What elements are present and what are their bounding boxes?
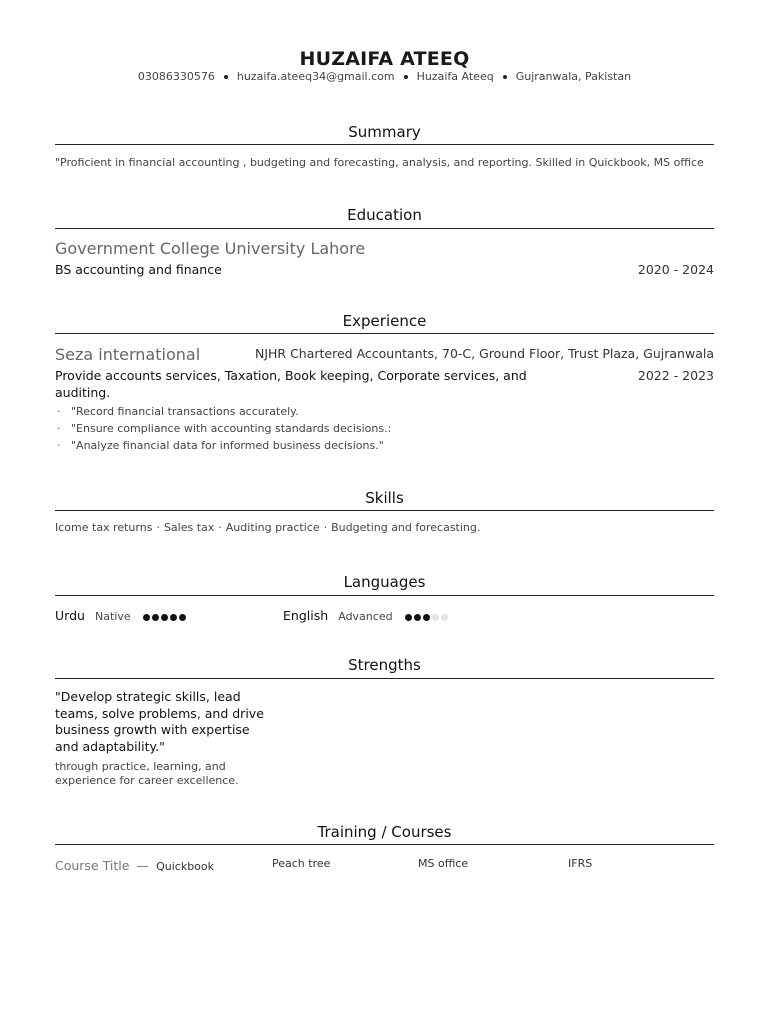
skills-list [55,521,480,534]
course-row [55,855,214,874]
strength-description-line: through practice, learning, and [55,760,226,773]
bullet-item: · "Analyze financial data for informed business decisions." [55,437,714,454]
rating-dot-filled [170,614,177,621]
rating-dot-filled [414,614,421,621]
course-title-label: Course Title [55,858,130,873]
experience-heading: Experience [342,312,427,330]
rating-dot-filled [423,614,430,621]
course-item: MS office [418,857,469,870]
language-item-urdu [55,605,188,625]
skill-separator: · [156,521,160,534]
degree: BS accounting and finance [55,262,222,277]
company-name: Seza international [55,345,201,364]
role-description-line-2: auditing. [55,385,111,400]
strength-heading-line: teams, solve problems, and drive [55,705,264,721]
rating-dot-empty [441,614,448,621]
strength-description [55,760,239,788]
rating-dot-filled [405,614,412,621]
strength-heading-line: "Develop strategic skills, lead [55,689,241,704]
experience-dates: 2022 - 2023 [637,368,714,383]
section-divider [55,510,714,511]
bullet-item: · "Record financial transactions accurately. [55,403,714,420]
section-divider [55,678,714,679]
language-name: Urdu [55,608,85,623]
section-divider [55,144,714,145]
course-item: IFRS [568,857,593,870]
skills-heading: Skills [365,489,404,507]
language-item-english [283,605,450,625]
section-divider [55,595,714,596]
skill-item: Icome tax returns [55,521,153,534]
school-name: Government College University Lahore [55,239,366,258]
language-rating [405,606,450,625]
languages-heading: Languages [343,573,426,591]
section-divider [55,844,714,845]
separator-dot [224,75,228,79]
summary-text: "Proficient in financial accounting , budgeting and forecasting, analysis, and reporting. Skilled in Quickbook, MS office [55,156,704,169]
skill-item: Sales tax [163,521,215,534]
experience-bullets [55,403,714,454]
rating-dot-filled [161,614,168,621]
course-item: Peach tree [272,857,331,870]
strengths-heading: Strengths [348,656,421,674]
language-level: Advanced [338,610,393,623]
company-location: NJHR Chartered Accountants, 70-C, Ground Floor, Trust Plaza, Gujranwala [254,346,714,361]
course-dash: — [136,858,149,873]
role-description-line-1: Provide accounts services, Taxation, Book keeping, Corporate services, and [55,368,527,383]
skill-item: Auditing practice [225,521,320,534]
strength-description-line: experience for career excellence. [55,774,239,787]
contact-line [55,70,714,83]
section-divider [55,228,714,229]
rating-dot-filled [152,614,159,621]
course-item: Quickbook [156,860,215,873]
candidate-name: HUZAIFA ATEEQ [299,48,470,70]
training-heading: Training / Courses [317,823,452,841]
skill-separator: · [323,521,328,534]
profile-handle[interactable]: Huzaifa Ateeq [416,70,494,83]
rating-dot-filled [179,614,186,621]
rating-dot-empty [432,614,439,621]
language-name: English [283,608,329,623]
summary-heading: Summary [348,123,421,141]
language-rating [143,606,188,625]
phone: 03086330576 [137,70,215,83]
skill-separator: · [218,521,222,534]
location: Gujranwala, Pakistan [515,70,632,83]
strength-heading-line: business growth with expertise [55,722,250,738]
bullet-item: · "Ensure compliance with accounting standards decisions.: [55,420,714,437]
education-dates: 2020 - 2024 [637,262,714,277]
skill-item: Budgeting and forecasting. [331,521,481,534]
email[interactable]: huzaifa.ateeq34@gmail.com [236,70,395,83]
separator-dot [503,75,507,79]
rating-dot-filled [143,614,150,621]
strength-heading-line: and adaptability." [55,739,165,755]
separator-dot [404,75,408,79]
education-heading: Education [347,206,422,224]
language-level: Native [95,610,131,623]
strength-heading [55,689,264,756]
section-divider [55,333,714,334]
